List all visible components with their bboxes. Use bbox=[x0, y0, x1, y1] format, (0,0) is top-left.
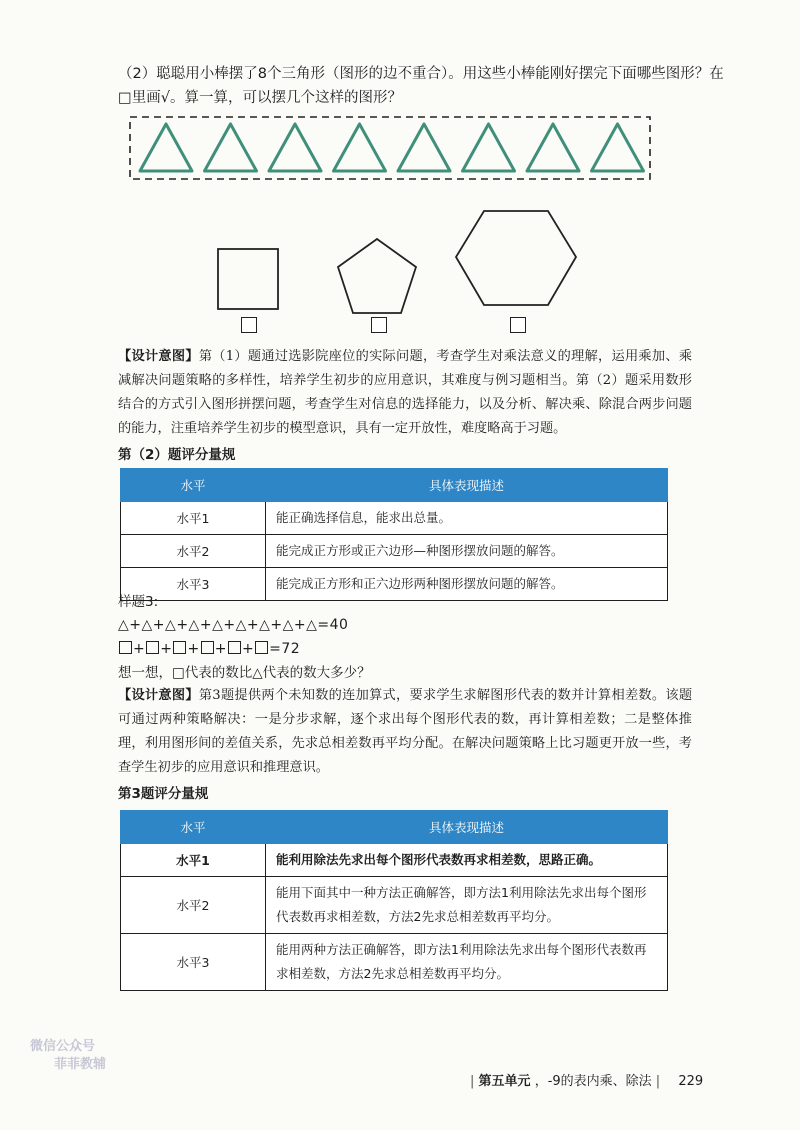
rubric3-desc: 能用两种方法正确解答，即方法1利用除法先求出每个图形代表数再求相差数，方法2先求总相差数再平均分。 bbox=[266, 934, 668, 991]
rubric3-title: 第3题评分量规 bbox=[118, 786, 209, 802]
equation-triangles bbox=[118, 617, 348, 633]
rubric3-header-level: 水平 bbox=[121, 811, 266, 844]
footer-divider-icon: | bbox=[655, 1074, 661, 1089]
rubric2-table bbox=[120, 468, 668, 601]
triangle-figure bbox=[125, 112, 655, 184]
sample3-question: 想一想，□代表的数比△代表的数大多少？ bbox=[118, 665, 371, 681]
table-row bbox=[121, 535, 668, 568]
watermark-line2: 菲菲教辅 bbox=[54, 1057, 107, 1072]
plus-icon: + bbox=[270, 617, 283, 633]
table-row bbox=[121, 568, 668, 601]
square-symbol-icon bbox=[201, 641, 214, 654]
triangle-symbol-icon: △ bbox=[212, 617, 224, 633]
equation2-rhs: =72 bbox=[269, 641, 301, 657]
rubric2-level: 水平2 bbox=[121, 535, 266, 568]
design-intent-3 bbox=[118, 684, 692, 780]
rubric3-level: 水平3 bbox=[121, 934, 266, 991]
equation1-rhs: =40 bbox=[317, 617, 349, 633]
plus-icon: + bbox=[152, 617, 166, 633]
table-row bbox=[121, 844, 668, 877]
square-symbol-icon bbox=[173, 641, 186, 654]
triangle-symbol-icon: △ bbox=[188, 617, 200, 633]
triangle-symbol-icon: △ bbox=[141, 617, 153, 633]
square-symbol-icon bbox=[146, 641, 159, 654]
square-checkbox[interactable] bbox=[241, 317, 257, 333]
plus-icon: + bbox=[133, 641, 146, 657]
table-row bbox=[121, 877, 668, 934]
sample3-title: 样题3: bbox=[118, 594, 159, 610]
footer-divider-icon: | bbox=[470, 1074, 475, 1089]
plus-icon: + bbox=[241, 641, 255, 657]
triangle-symbol-icon: △ bbox=[282, 617, 294, 633]
page-number: 229 bbox=[678, 1074, 704, 1089]
design-intent-1-text: 第（1）题通过选影院座位的实际问题，考查学生对乘法意义的理解，运用乘加、乘减解决问题策略的多样性，培养学生初步的应用意识，其难度与例习题相当。第（2）题采用数形结合的方式引入图形拼摆问题，考查学生对信息的选择能力，以及分析、解决乘、除混合两步问题的能力，注重培养学生初步的模型意识，具有一定开放性，难度略高于习题。 bbox=[118, 349, 693, 436]
hexagon-checkbox[interactable] bbox=[510, 317, 526, 333]
triangle-symbol-icon: △ bbox=[165, 617, 177, 633]
rubric2-desc: 能完成正方形和正六边形两种图形摆放问题的解答。 bbox=[266, 568, 668, 601]
plus-icon: + bbox=[214, 641, 227, 657]
triangle-symbol-icon: △ bbox=[259, 617, 271, 633]
triangle-shape bbox=[140, 124, 192, 171]
square-shape bbox=[218, 249, 278, 309]
rubric3-level: 水平1 bbox=[121, 844, 266, 877]
rubric2-level: 水平1 bbox=[121, 502, 266, 535]
triangle-shape bbox=[334, 124, 386, 171]
table-row bbox=[121, 502, 668, 535]
triangle-shape bbox=[592, 124, 644, 171]
pentagon-checkbox[interactable] bbox=[371, 317, 387, 333]
triangle-shape bbox=[527, 124, 579, 171]
rubric2-level: 水平3 bbox=[121, 568, 266, 601]
watermark bbox=[30, 1038, 106, 1074]
rubric3-desc: 能用下面其中一种方法正确解答，即方法1利用除法先求出每个图形代表数再求相差数，方法2先求总相差数再平均分。 bbox=[266, 877, 668, 934]
page-footer bbox=[470, 1070, 703, 1089]
rubric2-desc: 能完成正方形或正六边形—种图形摆放问题的解答。 bbox=[266, 535, 668, 568]
problem2-line2: □里画√。算一算，可以摆几个这样的图形？ bbox=[118, 90, 402, 106]
pentagon-shape bbox=[338, 239, 416, 313]
design-intent-1-tag: 【设计意图】 bbox=[118, 349, 199, 364]
plus-icon: + bbox=[129, 617, 142, 633]
table-row bbox=[121, 934, 668, 991]
triangle-shape bbox=[463, 124, 515, 171]
rubric2-header-level: 水平 bbox=[121, 469, 266, 502]
footer-chapter: ，-9的表内乘、除法 bbox=[534, 1074, 652, 1089]
hexagon-shape bbox=[456, 211, 576, 305]
plus-icon: + bbox=[293, 617, 307, 633]
plus-icon: + bbox=[246, 617, 260, 633]
equation-squares bbox=[118, 641, 300, 657]
rubric3-header-desc: 具体表现描述 bbox=[266, 811, 668, 844]
footer-unit: 第五单元 bbox=[478, 1074, 531, 1089]
triangle-shape bbox=[398, 124, 450, 171]
problem2-line1: （2）聪聪用小棒摆了8个三角形（图形的边不重合）。用这些小棒能刚好摆完下面哪些图形？在 bbox=[118, 66, 724, 82]
rubric3-table bbox=[120, 810, 668, 991]
rubric3-desc: 能利用除法先求出每个图形代表数再求相差数，思路正确。 bbox=[266, 844, 668, 877]
triangle-shape bbox=[269, 124, 321, 171]
design-intent-3-tag: 【设计意图】 bbox=[118, 688, 199, 703]
plus-icon: + bbox=[187, 641, 200, 657]
triangle-symbol-icon: △ bbox=[306, 617, 318, 633]
watermark-line1: 微信公众号 bbox=[30, 1039, 96, 1054]
square-symbol-icon bbox=[255, 641, 268, 654]
design-intent-3-text: 第3题提供两个未知数的连加算式，要求学生求解图形代表的数并计算相差数。该题可通过两种策略解决：一是分步求解，逐个求出每个图形代表的数，再计算相差数；二是整体推理，利用图形间的差值关系，先求总相差数再平均分配。在解决问题策略上比习题更开放一些，考查学生初步的应用意识和推理意识。 bbox=[118, 688, 693, 775]
plus-icon: + bbox=[160, 641, 173, 657]
plus-icon: + bbox=[223, 617, 236, 633]
square-symbol-icon bbox=[119, 641, 132, 654]
rubric2-header-desc: 具体表现描述 bbox=[266, 469, 668, 502]
rubric2-title: 第（2）题评分量规 bbox=[118, 447, 236, 463]
triangle-symbol-icon: △ bbox=[118, 617, 130, 633]
plus-icon: + bbox=[199, 617, 213, 633]
triangle-symbol-icon: △ bbox=[235, 617, 247, 633]
square-symbol-icon bbox=[228, 641, 241, 654]
design-intent-1 bbox=[118, 345, 692, 441]
plus-icon: + bbox=[176, 617, 189, 633]
triangle-shape bbox=[205, 124, 257, 171]
rubric2-desc: 能正确选择信息，能求出总量。 bbox=[266, 502, 668, 535]
rubric3-level: 水平2 bbox=[121, 877, 266, 934]
